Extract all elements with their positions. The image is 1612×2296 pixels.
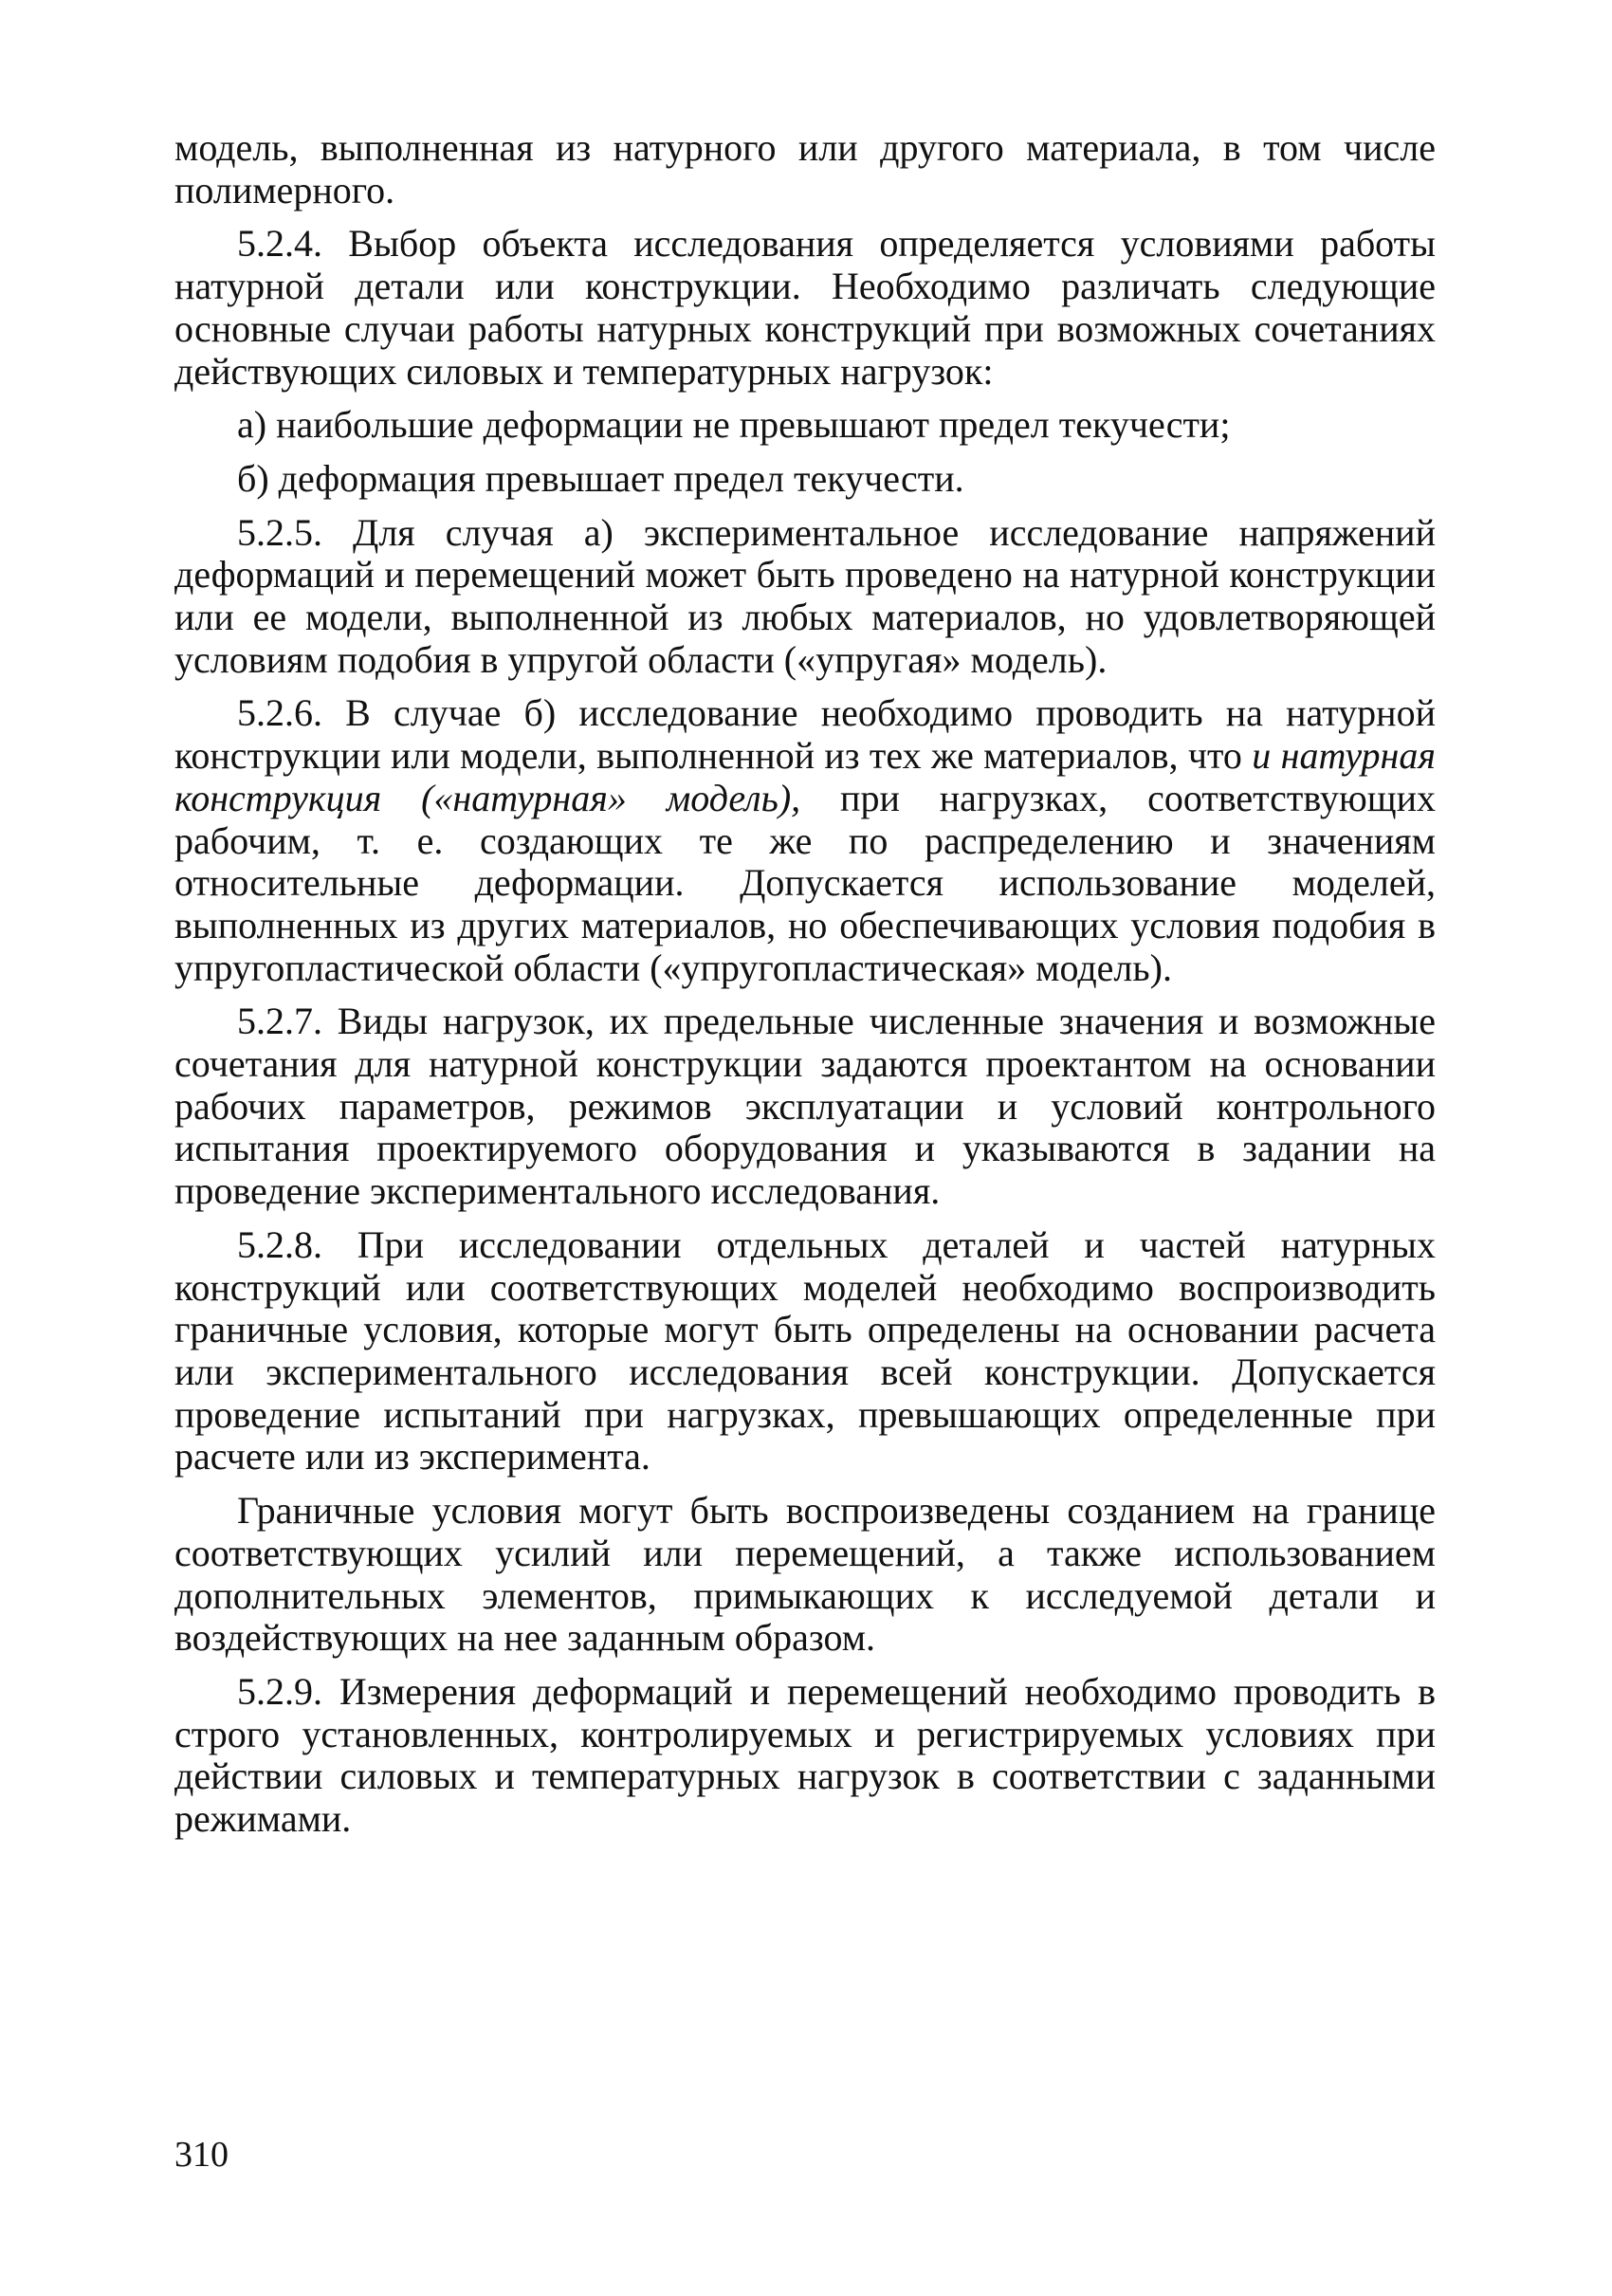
list-item-b: б) деформация превышает предел текучести.	[237, 456, 964, 500]
paragraph-continuation: модель, выполненная из натурного или другого материала, в том числе полимерного.	[174, 126, 1436, 211]
paragraph-5-2-9: 5.2.9. Измерения деформаций и перемещений необходимо проводить в строго установленных, контролируемых и регистрируемых условиях при действии силовых и температурных нагрузок в соответствии с заданными режимами.	[174, 1669, 1436, 1841]
list-item-a: а) наибольшие деформации не превышают предел текучести;	[237, 403, 1231, 447]
document-page	[174, 127, 1436, 1841]
paragraph-5-2-4: 5.2.4. Выбор объекта исследования определяется условиями работы натурной детали или конструкции. Необходимо различать следующие основные случаи работы натурных конструкций при возможных сочетаниях действующих силовых и температурных нагрузок:	[174, 222, 1436, 393]
page-number: 310	[174, 2135, 229, 2175]
paragraph-5-2-6-end: при нагрузках, соответствующих рабочим, т. е. создающих те же по распределению и значениям относительные деформации. Допускается использование моделей, выполненных из других материалов, но обеспечивающих условия подобия в упругопластической области («упругопластическая» модель).	[174, 776, 1436, 989]
paragraph-5-2-5: 5.2.5. Для случая а) экспериментальное исследование напряжений деформаций и перемещений может быть проведено на натурной конструкции или ее модели, выполненной из любых материалов, но удовлетворяющей условиям подобия в упругой области («упругая» модель).	[174, 510, 1436, 681]
paragraph-5-2-8: 5.2.8. При исследовании отдельных деталей и частей натурных конструкций или соответствующих моделей необходимо воспроизводить граничные условия, которые могут быть определены на основании расчета или экспериментального исследования всей конструкции. Допускается проведение испытаний при нагрузках, превышающих определенные при расчете или из эксперимента.	[174, 1222, 1436, 1479]
paragraph-5-2-7: 5.2.7. Виды нагрузок, их предельные численные значения и возможные сочетания для натурной конструкции задаются проектантом на основании рабочих параметров, режимов эксплуатации и условий контрольного испытания проектируемого оборудования и указываются в задании на проведение экспериментального исследования.	[174, 1000, 1436, 1213]
paragraph-5-2-6-italic: и натурная конструкция («натурная» модель),	[174, 734, 1436, 819]
paragraph-5-2-6-start: 5.2.6. В случае б) исследование необходимо проводить на натурной конструкции или модели, выполненной из тех же материалов, что	[174, 691, 1436, 778]
paragraph-boundary-conditions: Граничные условия могут быть воспроизведены созданием на границе соответствующих усилий или перемещений, а также использованием дополнительных элементов, примыкающих к исследуемой детали и воздействующих на нее заданным образом.	[174, 1489, 1436, 1660]
paragraph-5-2-6	[174, 692, 1436, 989]
